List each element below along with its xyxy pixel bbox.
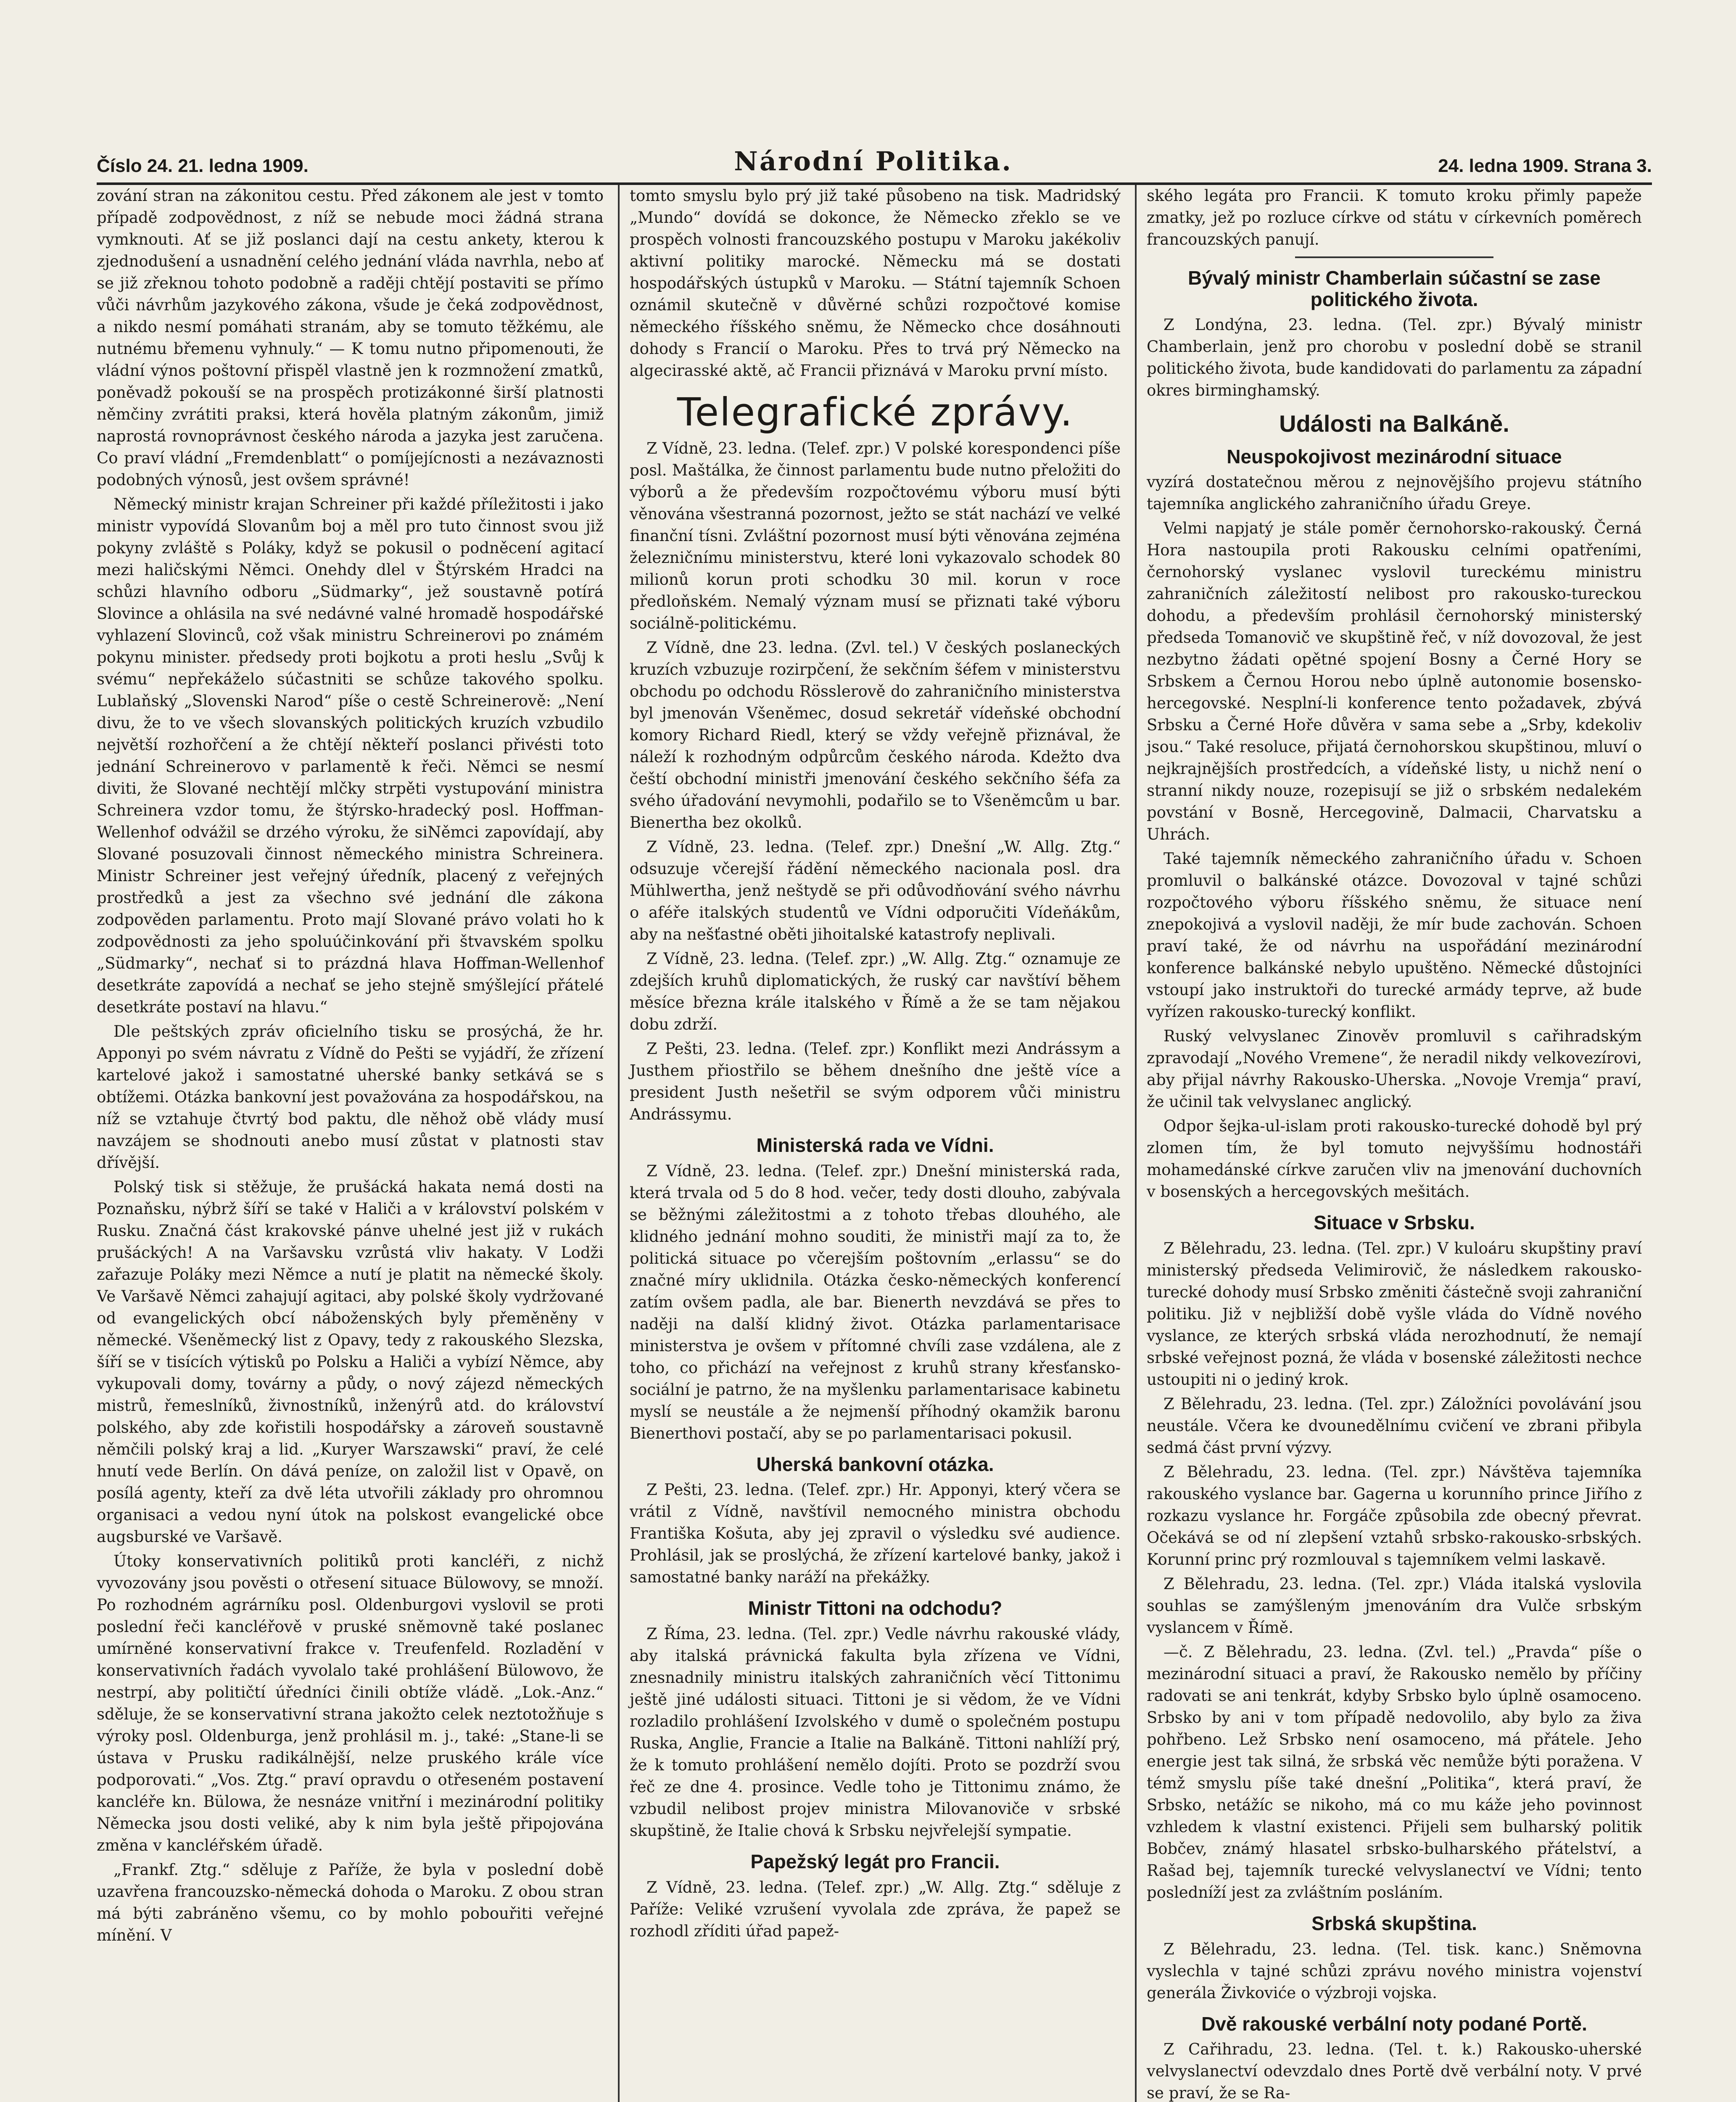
paragraph: Z Cařihradu, 23. ledna. (Tel. t. k.) Rakousko-uherské velvyslanectví odevzdalo dnes Portě dvě verbální noty. V prvé se praví, že se Ra-: [1147, 2040, 1642, 2102]
heading-balkan-events: Události na Balkáně.: [1279, 410, 1509, 437]
paragraph: Z Vídně, 23. ledna. (Telef. zpr.) Dnešní „W. Allg. Ztg.“ odsuzuje včerejší řádění německého nacionala posl. dra Mühlwertha, jenž neštydě se při odůvodňování svého návrhu o aféře italských studentů ve Vídni odporučiti Vídeňákům, aby na nešťastné oběti jihoitalské katastrofy neplivali.: [630, 838, 1121, 944]
paragraph: —č. Z Bělehradu, 23. ledna. (Zvl. tel.) „Pravda“ píše o mezinárodní situaci a praví, že Rakousko nemělo by příčiny radovati se ani tenkrát, kdyby Srbsko bylo úplně osamoceno. Srbsko by ani v tom případě nedovolilo, aby bylo za živa pohřbeno. Lež Srbsko není osamoceno, má přátele. Jeho energie jest tak silná, že srbská věc nemůže býti poražena. V témž smyslu píše také dnešní „Politika“, která praví, že Srbsko, netážíc se nikoho, má co mu káže jeho povinnost vzhledem k vlastní existenci. Přijeli sem bulharský politik Bobčev, známý hlasatel srbsko-bulharského přátelství, a Rašad bej, tajemník turecké velvyslanectví ve Vídni; tento posledníží jest za zvláštním posláním.: [1147, 1643, 1642, 1901]
heading-hungarian-bank: Uherská bankovní otázka.: [756, 1453, 994, 1475]
paragraph: Z Vídně, 23. ledna. (Telef. zpr.) „W. Allg. Ztg.“ oznamuje ze zdejších kruhů diplomatických, že ruský car navštíví během měsíce března krále italského v Římě a že se tam nějakou dobu zdrží.: [630, 950, 1121, 1034]
paragraph: Dle peštských zpráv oficielního tisku se prosýchá, že hr. Apponyi po svém návratu z Vídně do Pešti se vyjádří, že zřízení kartelové jakož i samostatné uherské banky setkává se s obtížemi. Otázka bankovní jest považována za hospodářskou, na níž se vztahuje čtvrtý bod paktu, dle něhož obě vlády musí navzájem se shodnouti anebo musí zůstat v platnosti stav dřívější.: [97, 1022, 604, 1172]
article-columns: [97, 185, 1652, 2102]
paragraph: Útoky konservativních politiků proti kancléři, z nichž vyvozovány jsou pověsti o otřesení situace Bülowovy, se množí. Po rozhodném agrárníku posl. Oldenburgovi vyslovil se proti poslední řeči kancléřově v pruské sněmovně také poslanec umírněné konservativní frakce v. Treufenfeld. Rozladění v konservativních řadách vyvolalo také prohlášení Bülowovo, že nestrpí, aby političtí úředníci činili obtíže vládě. „Lok.-Anz.“ sděluje, že se konservativní strana jakožto celek neztotožňuje s výroky posl. Oldenburga, jenž prohlásil m. j., také: „Stane-li se ústava v Prusku radikálnější, nelze pruského krále více podporovati.“ „Vos. Ztg.“ praví opravdu o otřeseném postavení kancléře kn. Bülowa, že nesnáze vnitřní i mezinárodní politiky Německa jsou dosti veliké, aby k nim byla ještě připojována změna v kancléřském úřadě.: [97, 1552, 604, 1854]
paragraph: vyzírá dostatečnou měrou z nejnovějšího projevu státního tajemníka anglického zahraničního úřadu Greye.: [1147, 473, 1642, 513]
paragraph: Z Vídně, 23. ledna. (Telef. zpr.) Dnešní ministerská rada, která trvala od 5 do 8 hod. večer, tedy dosti dlouho, zabývala se běžnými záležitostmi a z tohoto třebas dlouhého, ale klidného jednání mohno souditi, že ministři mají za to, že politická situace po včerejším poštovním „erlassu“ se do značné míry uklidnila. Otázka česko-německých konferencí zatím ovšem padla, ale bar. Bienerth nevzdává se přes to naději na další klidný život. Otázka parlamentarisace ministerstva je ovšem v přítomné chvíli zase vzdálena, ale z toho, co přichází na veřejnost z kruhů strany křesťansko-sociální je patrno, že na myšlenku parlamentarisace kabinetu myslí se neustále a že nejmenší příhodný okamžik baronu Bienerthovi postačí, aby se po parlamentarisaci pokusil.: [630, 1162, 1121, 1442]
paragraph: Z Bělehradu, 23. ledna. (Tel. tisk. kanc.) Sněmovna vyslechla v tajné schůzi zprávu nového ministra vojenství generála Živkoviće o výzbroji vojska.: [1147, 1940, 1642, 2002]
heading-chamberlain: Bývalý ministr Chamberlain súčastní se zase politického života.: [1188, 267, 1601, 310]
heading-serbia: Situace v Srbsku.: [1314, 1212, 1475, 1234]
column-2: [618, 185, 1131, 2102]
paragraph: Velmi napjatý je stále poměr černohorsko-rakouský. Černá Hora nastoupila proti Rakousku celními opatřeními, černohorský vyslanec vyslovil tureckému ministru zahraničních záležitostí nelibost pro rakousko-tureckou dohodu, a především prohlásil černohorský ministerský předseda Tomanovič ve skupštině řeč, v níž dovozoval, že jest nezbytno žádati opětné spojení Bosny a Černé Hory se Srbskem a Černou Horou nebo úplně autonomie bosensko-hercegovské. Nesplní-li konference tento požadavek, zbývá Srbsku a Černé Hoře důvěra v sama sebe a „Srby, kdekoliv jsou.“ Také resoluce, přijatá černohorskou skupštinou, mluví o nejkrajnějších prostředcích, a vídeňské listy, u nichž není o stranní nikdy nouze, rozepisují se již o srbském nedalekém povstání v Bosně, Hercegovině, Dalmacii, Charvatsku a Uhrách.: [1147, 519, 1642, 844]
paragraph: Německý ministr krajan Schreiner při každé příležitosti i jako ministr vypovídá Slovanům boj a měl pro tuto činnost svou již pokyny zvláště s Poláky, když se pokusil o podněcení agitací mezi haličskými Němci. Onehdy dlel v Štýrském Hradci na schůzi hlavního odboru „Südmarky“, jež soustavně potírá Slovince a ohlásila na své nedávné valné hromadě hospodářské vyhlazení Slovinců, což však ministru Schreinerovi po známém pokynu minister. předsedy proti bojkotu a proti heslu „Svůj k svému“ nepřekáželo súčastniti se schůze takového spolku. Lublaňský „Slovenski Narod“ píše o cestě Schreinerově: „Není divu, že to ve všech slovanských politických kruzích vzbudilo největší rozhořčení a že chtějí někteří poslanci přivésti toto jednání Schreinerovo v parlamentě k řeči. Němci se nesmí diviti, že Slované nechtějí mlčky strpěti vystupování ministra Schreinera vzdor tomu, že štýrsko-hradecký posl. Hoffman-Wellenhof odvážil se drzého výroku, že siNěmci zapovídají, aby Slované posuzovali činnost německého ministra Schreinera. Ministr Schreiner jest veřejný úředník, placený z veřejných prostředků a jest za všechno své jednání dle zákona zodpověden parlamentu. Proto mají Slované právo volati ho k zodpovědnosti za jeho spoluúčinkování při štvavském spolku „Südmarky“, nechať si to prázdná hlava Hoffman-Wellenhof desetkráte zapovídá a nechať se jeho stejně smýšlející přátelé desetkráte postaví na hlavu.“: [97, 495, 604, 1016]
paragraph: Polský tisk si stěžuje, že prušácká hakata nemá dosti na Poznaňsku, nýbrž šíří se také v Haliči a v království polském v Rusku. Značná část krakovské pánve uhelné jest již v rukách prušáckých! A na Varšavsku vzrůstá vliv hakaty. V Lodži zařazuje Poláky mezi Němce a nutí je platit na německé školy. Ve Varšavě Němci zahajují agitaci, aby polské školy vydržované od evangelických obcí náboženských byly přeměněny v německé. Všeněmecký list z Opavy, tedy z rakouského Slezska, šíří se v tisících výtisků po Polsku a Haliči a vybízí Němce, aby vykupovali domy, továrny a půdy, o nový zájezd německých mistrů, řemeslníků, živnostníků, inženýrů atd. do království polského, aby zde kořistili hospodářsky a zároveň soustavně němčili polský kraj a lid. „Kuryer Warszawski“ praví, že celé hnutí vede Berlín. On dává peníze, on založil list v Opavě, on posílá agenty, kteří za dvě léta utvořili základy pro ohromnou organisaci a vedou nyní útok na polskost evangelické obce augsburské ve Varšavě.: [97, 1178, 604, 1546]
paragraph: Z Pešti, 23. ledna. (Telef. zpr.) Hr. Apponyi, který včera se vrátil z Vídně, navštívil nemocného ministra obchodu Františka Košuta, aby jej zpravil o výsledku své audience. Prohlásil, jak se proslýchá, že zřízení kartelové banky, jakož i samostatné banky naráží na překážky.: [630, 1481, 1121, 1587]
divider: [1295, 256, 1493, 258]
section-heading-telegraphy: Telegrafické zprávy.: [677, 390, 1074, 435]
paragraph: Z Pešti, 23. ledna. (Telef. zpr.) Konflikt mezi Andrássym a Justhem přiostřilo se během dnešního dne ještě více a president Justh nešetřil se svým odporem vůči ministru Andrássymu.: [630, 1040, 1121, 1124]
paragraph: Odpor šejka-ul-islam proti rakousko-turecké dohodě byl prý zlomen tím, že byl tomuto nejvyššímu hodnostáři mohamedánské církve zaručen vliv na jmenování duchovních v bosenských a hercegovských mešitách.: [1147, 1117, 1642, 1201]
paragraph: Z Bělehradu, 23. ledna. (Tel. zpr.) Záložníci povolávání jsou neustále. Včera ke dvounedělnímu cvičení ve zbrani přibyla sedmá část první výzvy.: [1147, 1394, 1642, 1457]
heading-tittoni: Ministr Tittoni na odchodu?: [748, 1597, 1003, 1619]
heading-verbal-notes: Dvě rakouské verbální noty podané Portě.: [1201, 2012, 1587, 2035]
paragraph: Z Bělehradu, 23. ledna. (Tel. zpr.) Vláda italská vyslovila souhlas se zamýšleným jmenováním dra Vulče srbským vyslancem v Římě.: [1147, 1574, 1642, 1637]
paragraph: Z Bělehradu, 23. ledna. (Tel. zpr.) Návštěva tajemníka rakouského vyslance bar. Gagerna u korunního prince Jiřího z rozkazu vyslance hr. Forgáče způsobila zde obecný převrat. Očekává se od ní zlepšení vztahů srbsko-rakousko-srbských. Korunní princ prý rozmlouval s tajemníkem velmi laskavě.: [1147, 1463, 1642, 1569]
paragraph: Z Bělehradu, 23. ledna. (Tel. zpr.) V kuloáru skupštiny praví ministerský předseda Velimirovič, že následkem rakousko-turecké dohody musí Srbsko změniti částečně svoji zahraniční politiku. Již v nejbližší době vyšle vláda do Vídně nového vyslance, ze kterých srbská vláda nerozhodnutí, že nemají srbské veřejnost pozná, že vláda v bosenské záležitosti nechce ustoupiti ni o jediný krok.: [1147, 1239, 1642, 1389]
column-3: [1135, 185, 1652, 2102]
paragraph: Také tajemník německého zahraničního úřadu v. Schoen promluvil o balkánské otázce. Dovozoval v tajné schůzi rozpočtového výboru říšského sněmu, že situace není znepokojivá a vyslovil naději, že mír bude zachován. Schoen praví také, že od návrhu na uspořádání mezinárodní konference balkánské nebylo upuštěno. Německé důstojníci vstoupí jako instruktoři do turecké armády teprve, až bude vyřízen rakousko-turecký konflikt.: [1147, 850, 1642, 1021]
paragraph: Z Vídně, 23. ledna. (Telef. zpr.) V polské korespondenci píše posl. Maštálka, že činnost parlamentu bude nutno přeložiti do výborů a že především rozpočtovému výboru musí býti věnována všestranná pozornost, ježto se stát nachází ve velké finanční tísni. Zvláštní pozornost musí býti věnována zejména železničnímu ministerstvu, které loni vykazovalo schodek 80 milionů korun proti schodku 30 mil. korun v roce předloňském. Nemalý význam musí se přiznati také výboru sociálně-politickému.: [630, 439, 1121, 633]
paragraph: tomto smyslu bylo prý již také působeno na tisk. Madridský „Mundo“ dovídá se dokonce, že Německo zřeklo se ve prospěch volnosti francouzského postupu v Maroku jakékoliv aktivní politiky marocké. Německu má se dostati hospodářských ústupků v Maroku. — Státní tajemník Schoen oznámil skutečně v důvěrné schůzi rozpočtové komise německého říšského sněmu, že Německo chce dosáhnouti dohody s Francií o Maroku. Přes to trvá prý Německo na algecirasské aktě, ač Francii přiznává v Maroku první místo.: [630, 187, 1121, 380]
paragraph: ského legáta pro Francii. K tomuto kroku přimly papeže zmatky, jež po rozluce církve od státu v církevních poměrech francouzských panují.: [1147, 187, 1642, 248]
heading-skupstina: Srbská skupština.: [1311, 1912, 1477, 1934]
paragraph: Z Londýna, 23. ledna. (Tel. zpr.) Bývalý ministr Chamberlain, jenž pro chorobu v poslední době se stranil politického života, bude kandidovati do parlamentu za západní okres birminghamský.: [1147, 316, 1642, 400]
issue-number: Číslo 24. 21. ledna 1909.: [97, 156, 309, 176]
heading-ministerial-council: Ministerská rada ve Vídni.: [756, 1134, 994, 1157]
column-1: [97, 185, 614, 2102]
paragraph: Z Vídně, dne 23. ledna. (Zvl. tel.) V českých poslaneckých kruzích vzbuzuje rozirpčení, že sekčním šéfem v ministerstvu obchodu po odchodu Rösslerově do zahraničního ministerstva byl jmenován Všeněmec, dosud sekretář vídeňské obchodní komory Richard Riedl, který se vždy veřejně přiznával, že náleží k rozhodným odpůrcům českého národa. Kdežto dva čeští obchodní ministři jmenování českého sekčního šéfa za svého úřadování nevymohli, podařilo se to Všeněmcům u bar. Bienertha bez okolků.: [630, 639, 1121, 832]
paragraph: Z Vídně, 23. ledna. (Telef. zpr.) „W. Allg. Ztg.“ sděluje z Paříže: Veliké vzrušení vyvolala zde zpráva, že papež se rozhodl zříditi úřad papež-: [630, 1878, 1121, 1940]
page-header: [97, 143, 1652, 185]
paragraph: „Frankf. Ztg.“ sděluje z Paříže, že byla v poslední době uzavřena francouzsko-německá dohoda o Maroku. Z obou stran má býti zabráněno všemu, co by mohlo pobouřiti veřejné mínění. V: [97, 1861, 604, 1944]
paragraph: zování stran na zákonitou cestu. Před zákonem ale jest v tomto případě zodpovědnost, z níž se nebude moci žádná strana vymknouti. Ať se již poslanci dají na cestu ankety, kterou k zjednodušení a usnadnění celého jednání vláda navrhla, nebo ať se již zřeknou tohoto podobně a raději chtějí postaviti se přímo vůči návrhům jazykového zákona, všude je čeká zodpovědnost, a nikdo nesmí pomáhati stranám, aby se tomuto těžkému, ale nutnému břemenu vyhnuly.“ — K tomu nutno připomenouti, že vládní výnos poštovní přispěl vlastně jen k rozmnožení zmatků, poněvadž pokouší se na prospěch protizákonné širší platnosti němčiny zvrátiti praksi, která hověla platným zákonům, jimiž naprostá rovnoprávnost českého národa a jazyka jest zaručena. Co praví vládní „Fremdenblatt“ o pomíjejícnosti a nezávaznosti podobných výnosů, jest ovšem správné!: [97, 187, 604, 489]
newspaper-title: Národní Politika.: [734, 146, 1013, 177]
page-date: 24. ledna 1909. Strana 3.: [1438, 156, 1652, 176]
heading-papal-legate: Papežský legát pro Francii.: [750, 1850, 1000, 1872]
subheading-unrest: Neuspokojivost mezinárodní situace: [1227, 445, 1562, 467]
paragraph: Z Říma, 23. ledna. (Tel. zpr.) Vedle návrhu rakouské vlády, aby italská právnická fakulta byla zřízena ve Vídni, znesnadnily ministru italských zahraničních věcí Tittonimu ještě jiné události situaci. Tittoni je si vědom, že ve Vídni rozladilo prohlášení Izvolského v dumě o společném postupu Ruska, Anglie, Francie a Italie na Balkáně. Tittoni nahlíží prý, že k tomuto prohlášení nemělo dojíti. Proto se pozdrží svou řeč ze dne 4. prosince. Vedle toho je Tittonimu známo, že vzbudil nelibost projev ministra Milovanoviče v srbské skupštině, že Italie chová k Srbsku nejvřelejší sympatie.: [630, 1624, 1121, 1840]
paragraph: Ruský velvyslanec Zinověv promluvil s cařihradským zpravodají „Nového Vremene“, že neradil nikdy velkovezírovi, aby přijal návrhy Rakousko-Uherska. „Novoje Vremja“ praví, že učinil tak velvyslanec anglický.: [1147, 1027, 1642, 1111]
